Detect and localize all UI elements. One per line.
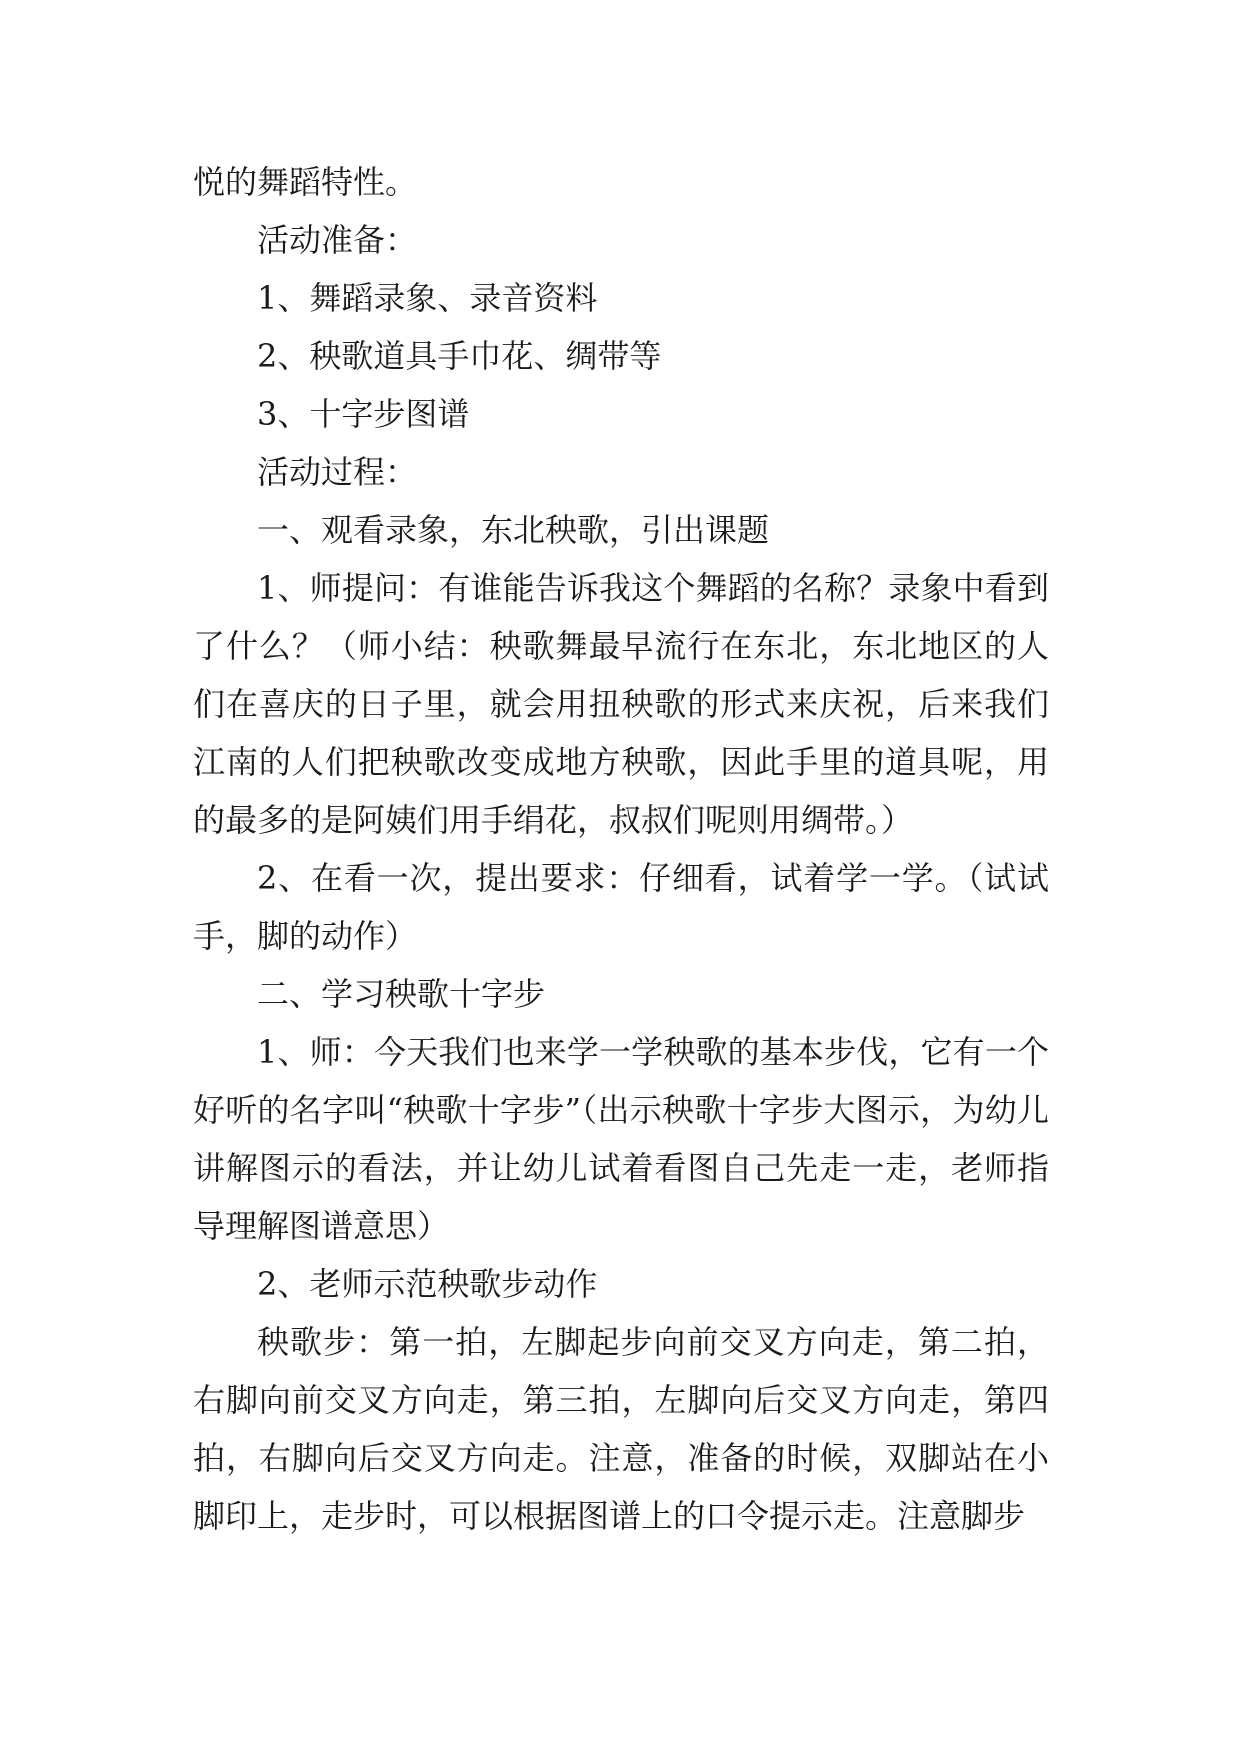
paragraph: 1、师提问：有谁能告诉我这个舞蹈的名称？录象中看到了什么？（师小结：秧歌舞最早流行在东北，东北地区的人们在喜庆的日子里，就会用扭秧歌的形式来庆祝，后来我们江南的人们把秧歌改变成地方秧歌，因此手里的道具呢，用的最多的是阿姨们用手绢花，叔叔们呢则用绸带。） (193, 569, 1049, 839)
list-item: 1、舞蹈录象、录音资料 (257, 279, 598, 317)
section-heading-process: 活动过程： (257, 453, 418, 491)
list-item: 3、十字步图谱 (257, 395, 470, 433)
list-item: 2、老师示范秧歌步动作 (257, 1265, 598, 1303)
body-text (193, 153, 1049, 1545)
subsection-heading: 一、观看录象，东北秧歌，引出课题 (257, 511, 770, 549)
list-item: 2、秧歌道具手巾花、绸带等 (257, 337, 662, 375)
section-heading-preparation: 活动准备： (257, 221, 418, 259)
paragraph: 悦的舞蹈特性。 (193, 163, 418, 201)
paragraph: 2、在看一次，提出要求：仔细看，试着学一学。（试试手，脚的动作） (193, 859, 1049, 955)
paragraph: 1、师：今天我们也来学一学秧歌的基本步伐，它有一个好听的名字叫“秧歌十字步”（出示秧歌十字步大图示，为幼儿讲解图示的看法，并让幼儿试着看图自己先走一走，老师指导理解图谱意思） (193, 1033, 1049, 1245)
paragraph: 秧歌步：第一拍，左脚起步向前交叉方向走，第二拍，右脚向前交叉方向走，第三拍，左脚向后交叉方向走，第四拍，右脚向后交叉方向走。注意，准备的时候，双脚站在小脚印上，走步时，可以根据图谱上的口令提示走。注意脚步 (193, 1323, 1049, 1535)
subsection-heading: 二、学习秧歌十字步 (257, 975, 546, 1013)
